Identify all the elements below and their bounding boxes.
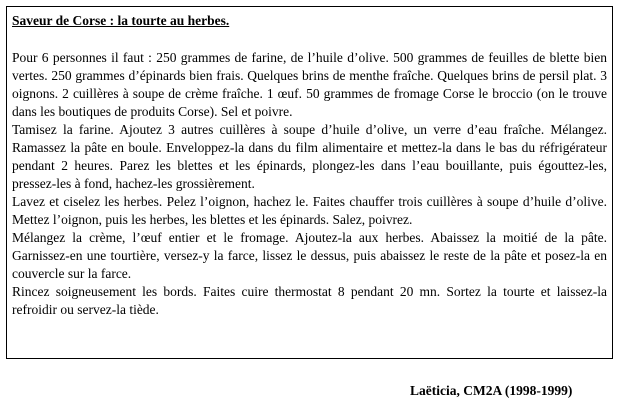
recipe-body (12, 49, 607, 319)
recipe-title: Saveur de Corse : la tourte au herbes. (12, 13, 230, 28)
recipe-paragraph-dough: Tamisez la farine. Ajoutez 3 autres cuillères à soupe d’huile d’olive, un verre d’eau fraîche. Mélangez. Ramassez la pâte en boule. Enveloppez-la dans du film alimentaire et mettez-la dans le bas du réfrigérateur pendant 2 heures. Parez les blettes et les épinards, plongez-les dans l’eau bouillante, puis égouttez-les, pressez-les à fond, hachez-les grossièrement. (12, 122, 607, 191)
recipe-box (6, 6, 613, 359)
recipe-paragraph-ingredients: Pour 6 personnes il faut : 250 grammes de farine, de l’huile d’olive. 500 grammes de feuilles de blette bien vertes. 250 grammes d’épinards bien frais. Quelques brins de menthe fraîche. Quelques brins de persil plat. 3 oignons. 2 cuillères à soupe de crème fraîche. 1 œuf. 50 grammes de fromage Corse le broccio (on le trouve dans les boutiques de produits Corse). Sel et poivre. (12, 50, 607, 119)
recipe-paragraph-assembly: Mélangez la crème, l’œuf entier et le fromage. Ajoutez-la aux herbes. Abaissez la moitié de la pâte. Garnissez-en une tourtière, versez-y la farce, lissez le dessus, puis abaissez le reste de la pâte et posez-la en couvercle sur la farce. (12, 230, 607, 281)
author-signature: Laëticia, CM2A (1998-1999) (410, 383, 573, 398)
recipe-paragraph-baking: Rincez soigneusement les bords. Faites cuire thermostat 8 pendant 20 mn. Sortez la tourte et laissez-la refroidir ou servez-la tiède. (12, 284, 607, 317)
recipe-paragraph-herbs: Lavez et ciselez les herbes. Pelez l’oignon, hachez le. Faites chauffer trois cuillères à soupe d’huile d’olive. Mettez l’oignon, puis les herbes, les blettes et les épinards. Salez, poivrez. (12, 194, 607, 227)
